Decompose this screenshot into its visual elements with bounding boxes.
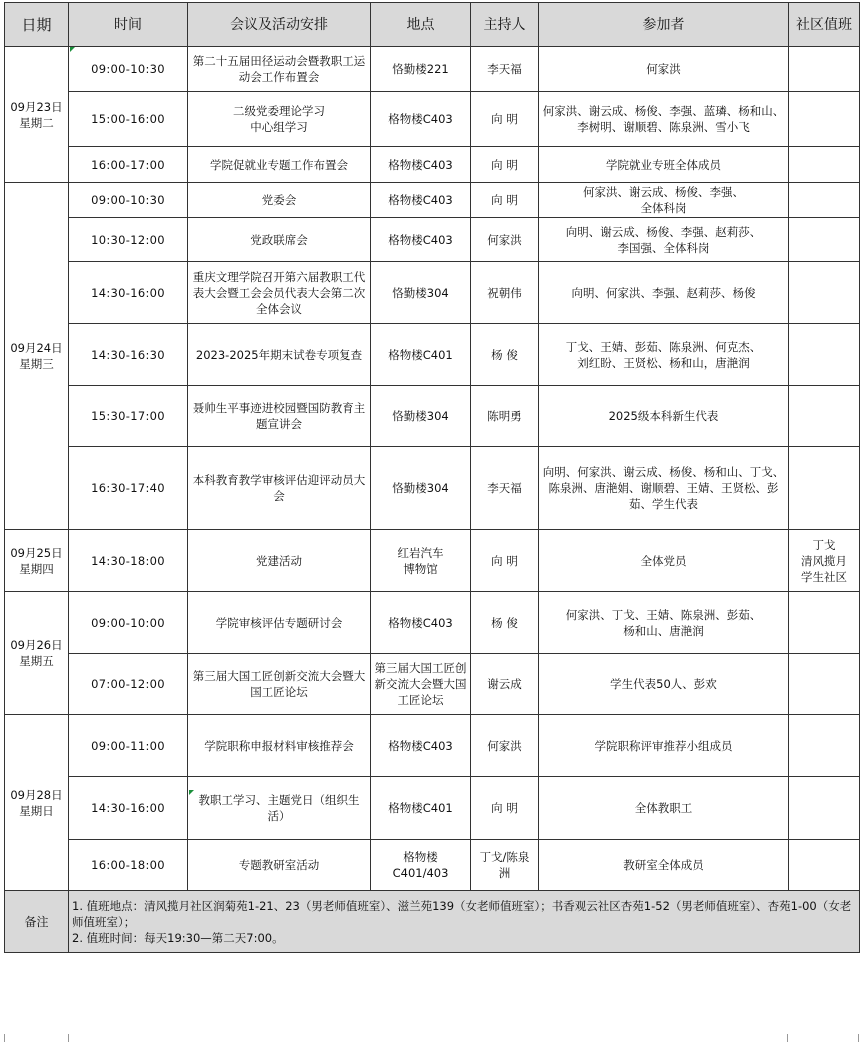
duty-cell-line: 学生社区 bbox=[801, 569, 847, 584]
activity-cell: 专题教研室活动 bbox=[188, 840, 371, 891]
time-cell: 14:30-16:00 bbox=[69, 262, 188, 324]
header-participants: 参加者 bbox=[539, 3, 789, 47]
duty-cell bbox=[789, 218, 860, 262]
activity-cell: 2023-2025年期末试卷专项复查 bbox=[188, 324, 371, 386]
date-text: 09月25日 bbox=[10, 545, 63, 560]
participants-cell-line: 向明、谢云成、杨俊、李强、赵莉莎、 bbox=[565, 224, 762, 239]
cell-comment-marker bbox=[189, 790, 194, 795]
schedule-body bbox=[5, 47, 860, 891]
schedule-row bbox=[5, 447, 860, 530]
header-row bbox=[5, 3, 860, 47]
activity-cell-line: 二级党委理论学习 bbox=[233, 104, 325, 118]
participants-cell: 全体党员 bbox=[539, 530, 789, 592]
location-cell-line: 博物馆 bbox=[403, 561, 438, 576]
participants-cell: 何家洪、谢云成、杨俊、李强、蓝璘、杨和山、李树明、谢顺碧、陈泉洲、雪小飞 bbox=[539, 92, 789, 147]
duty-cell bbox=[789, 47, 860, 92]
location-cell: 格物楼C403 bbox=[371, 92, 471, 147]
schedule-row bbox=[5, 324, 860, 386]
location-cell-line: 红岩汽车 bbox=[397, 545, 444, 560]
time-cell: 16:00-17:00 bbox=[69, 147, 188, 183]
participants-cell-line: 何家洪、丁戈、王婧、陈泉洲、彭茹、 bbox=[565, 607, 762, 622]
activity-cell: 本科教育教学审核评估迎评动员大会 bbox=[188, 447, 371, 530]
participants-cell: 向明、何家洪、谢云成、杨俊、杨和山、丁戈、陈泉洲、唐滟娟、谢顺碧、王婧、王贤松、彭茹、学生代表 bbox=[539, 447, 789, 530]
host-cell: 向 明 bbox=[471, 147, 539, 183]
header-time: 时间 bbox=[69, 3, 188, 47]
duty-cell bbox=[789, 147, 860, 183]
participants-cell: 教研室全体成员 bbox=[539, 840, 789, 891]
activity-cell: 第三届大国工匠创新交流大会暨大国工匠论坛 bbox=[188, 654, 371, 715]
schedule-row bbox=[5, 715, 860, 777]
time-cell: 16:30-17:40 bbox=[69, 447, 188, 530]
participants-cell-line: 杨和山、唐滟润 bbox=[623, 623, 704, 638]
location-cell-line: C401/403 bbox=[392, 866, 449, 880]
participants-cell bbox=[539, 324, 789, 386]
time-cell: 14:30-18:00 bbox=[69, 530, 188, 592]
schedule-row bbox=[5, 92, 860, 147]
schedule-row bbox=[5, 47, 860, 92]
participants-cell-line: 全体科岗 bbox=[640, 201, 687, 215]
participants-cell-line: 何家洪、谢云成、杨俊、李强、 bbox=[583, 185, 744, 199]
activity-cell: 第二十五届田径运动会暨教职工运动会工作布置会 bbox=[188, 47, 371, 92]
location-cell: 格物楼C401 bbox=[371, 324, 471, 386]
participants-cell: 向明、何家洪、李强、赵莉莎、杨俊 bbox=[539, 262, 789, 324]
cell-comment-marker bbox=[70, 47, 75, 52]
participants-cell bbox=[539, 592, 789, 654]
activity-cell bbox=[188, 92, 371, 147]
notes-line-1: 1. 值班地点：清风揽月社区润菊苑1-21、23（男老师值班室）、滋兰苑139（女老师值班室）；书香观云社区杏苑1-52（男老师值班室）、杏苑1-00（女老师值班室）； bbox=[72, 898, 852, 929]
time-cell: 14:30-16:30 bbox=[69, 324, 188, 386]
date-text: 09月28日 bbox=[10, 787, 63, 802]
time-cell: 10:30-12:00 bbox=[69, 218, 188, 262]
schedule-row bbox=[5, 777, 860, 840]
notes-line-2: 2. 值班时间：每天19:30—第二天7:00。 bbox=[72, 930, 284, 945]
schedule-row bbox=[5, 386, 860, 447]
host-cell: 向 明 bbox=[471, 92, 539, 147]
weekday-text: 星期日 bbox=[19, 803, 54, 818]
activity-cell: 党建活动 bbox=[188, 530, 371, 592]
header-duty: 社区值班 bbox=[789, 3, 860, 47]
duty-cell-line: 丁戈 bbox=[812, 537, 836, 552]
activity-cell: 学院职称申报材料审核推荐会 bbox=[188, 715, 371, 777]
time-cell: 09:00-10:30 bbox=[69, 183, 188, 218]
duty-cell bbox=[789, 183, 860, 218]
weekday-text: 星期五 bbox=[19, 654, 54, 668]
host-cell: 祝朝伟 bbox=[471, 262, 539, 324]
participants-cell: 2025级本科新生代表 bbox=[539, 386, 789, 447]
date-cell bbox=[5, 47, 69, 183]
participants-cell-line: 丁戈、王婧、彭茹、陈泉洲、何克杰、 bbox=[565, 339, 762, 354]
header-date: 日期 bbox=[5, 3, 69, 47]
host-cell: 谢云成 bbox=[471, 654, 539, 715]
host-cell: 陈明勇 bbox=[471, 386, 539, 447]
host-cell: 何家洪 bbox=[471, 218, 539, 262]
participants-cell: 全体教职工 bbox=[539, 777, 789, 840]
participants-cell-line: 刘红盼、王贤松、杨和山，唐滟润 bbox=[577, 355, 750, 370]
location-cell: 恪勤楼304 bbox=[371, 262, 471, 324]
time-cell: 09:00-10:30 bbox=[69, 47, 188, 92]
time-cell: 09:00-11:00 bbox=[69, 715, 188, 777]
time-cell: 15:30-17:00 bbox=[69, 386, 188, 447]
host-cell: 丁戈/陈泉洲 bbox=[471, 840, 539, 891]
location-cell: 恪勤楼221 bbox=[371, 47, 471, 92]
schedule-row bbox=[5, 147, 860, 183]
time-cell: 16:00-18:00 bbox=[69, 840, 188, 891]
participants-cell: 学院职称评审推荐小组成员 bbox=[539, 715, 789, 777]
schedule-table bbox=[4, 2, 860, 953]
schedule-row bbox=[5, 262, 860, 324]
weekday-text: 星期二 bbox=[19, 115, 54, 130]
participants-cell: 学院就业专班全体成员 bbox=[539, 147, 789, 183]
host-cell: 杨 俊 bbox=[471, 592, 539, 654]
activity-cell: 党委会 bbox=[188, 183, 371, 218]
date-cell bbox=[5, 530, 69, 592]
location-cell: 格物楼C403 bbox=[371, 147, 471, 183]
location-cell: 恪勤楼304 bbox=[371, 447, 471, 530]
activity-cell: 学院促就业专题工作布置会 bbox=[188, 147, 371, 183]
date-text: 09月24日 bbox=[10, 341, 63, 355]
location-cell: 格物楼C403 bbox=[371, 218, 471, 262]
notes-row bbox=[5, 891, 860, 953]
participants-cell: 学生代表50人、彭欢 bbox=[539, 654, 789, 715]
schedule-row bbox=[5, 183, 860, 218]
time-cell: 15:00-16:00 bbox=[69, 92, 188, 147]
header-location: 地点 bbox=[371, 3, 471, 47]
weekday-text: 星期三 bbox=[19, 357, 54, 371]
duty-cell bbox=[789, 592, 860, 654]
location-cell: 格物楼C403 bbox=[371, 592, 471, 654]
activity-cell: 学院审核评估专题研讨会 bbox=[188, 592, 371, 654]
location-cell: 格物楼C403 bbox=[371, 183, 471, 218]
location-cell bbox=[371, 840, 471, 891]
host-cell: 向 明 bbox=[471, 530, 539, 592]
participants-cell bbox=[539, 218, 789, 262]
notes-content bbox=[69, 891, 860, 953]
duty-cell bbox=[789, 386, 860, 447]
duty-cell bbox=[789, 324, 860, 386]
duty-cell bbox=[789, 262, 860, 324]
date-text: 09月26日 bbox=[10, 638, 63, 652]
duty-cell bbox=[789, 777, 860, 840]
duty-cell bbox=[789, 840, 860, 891]
participants-cell: 何家洪 bbox=[539, 47, 789, 92]
duty-cell-line: 清风揽月 bbox=[801, 553, 847, 568]
host-cell: 杨 俊 bbox=[471, 324, 539, 386]
location-cell-line: 格物楼 bbox=[403, 850, 438, 864]
schedule-row bbox=[5, 654, 860, 715]
location-cell bbox=[371, 530, 471, 592]
header-activity: 会议及活动安排 bbox=[188, 3, 371, 47]
schedule-row bbox=[5, 592, 860, 654]
time-cell: 09:00-10:00 bbox=[69, 592, 188, 654]
date-text: 09月23日 bbox=[10, 99, 63, 114]
activity-cell: 党政联席会 bbox=[188, 218, 371, 262]
location-cell: 第三届大国工匠创新交流大会暨大国工匠论坛 bbox=[371, 654, 471, 715]
activity-cell: 聂帅生平事迹进校园暨国防教育主题宣讲会 bbox=[188, 386, 371, 447]
notes-label: 备注 bbox=[5, 891, 69, 953]
participants-cell bbox=[539, 183, 789, 218]
location-cell: 格物楼C403 bbox=[371, 715, 471, 777]
date-cell bbox=[5, 592, 69, 715]
schedule-row bbox=[5, 530, 860, 592]
header-host: 主持人 bbox=[471, 3, 539, 47]
date-cell bbox=[5, 715, 69, 891]
host-cell: 李天福 bbox=[471, 447, 539, 530]
host-cell: 向 明 bbox=[471, 183, 539, 218]
duty-cell bbox=[789, 654, 860, 715]
host-cell: 何家洪 bbox=[471, 715, 539, 777]
activity-cell: 重庆文理学院召开第六届教职工代表大会暨工会会员代表大会第二次全体会议 bbox=[188, 262, 371, 324]
participants-cell-line: 李国强、全体科岗 bbox=[617, 240, 710, 255]
date-cell bbox=[5, 183, 69, 530]
weekday-text: 星期四 bbox=[19, 561, 54, 576]
schedule-row bbox=[5, 218, 860, 262]
duty-cell bbox=[789, 715, 860, 777]
location-cell: 恪勤楼304 bbox=[371, 386, 471, 447]
schedule-row bbox=[5, 840, 860, 891]
duty-cell bbox=[789, 447, 860, 530]
time-cell: 07:00-12:00 bbox=[69, 654, 188, 715]
activity-cell: 教职工学习、主题党日（组织生活） bbox=[188, 777, 371, 840]
host-cell: 向 明 bbox=[471, 777, 539, 840]
location-cell: 格物楼C401 bbox=[371, 777, 471, 840]
time-cell: 14:30-16:00 bbox=[69, 777, 188, 840]
activity-cell-line: 中心组学习 bbox=[250, 120, 308, 134]
duty-cell bbox=[789, 530, 860, 592]
duty-cell bbox=[789, 92, 860, 147]
host-cell: 李天福 bbox=[471, 47, 539, 92]
